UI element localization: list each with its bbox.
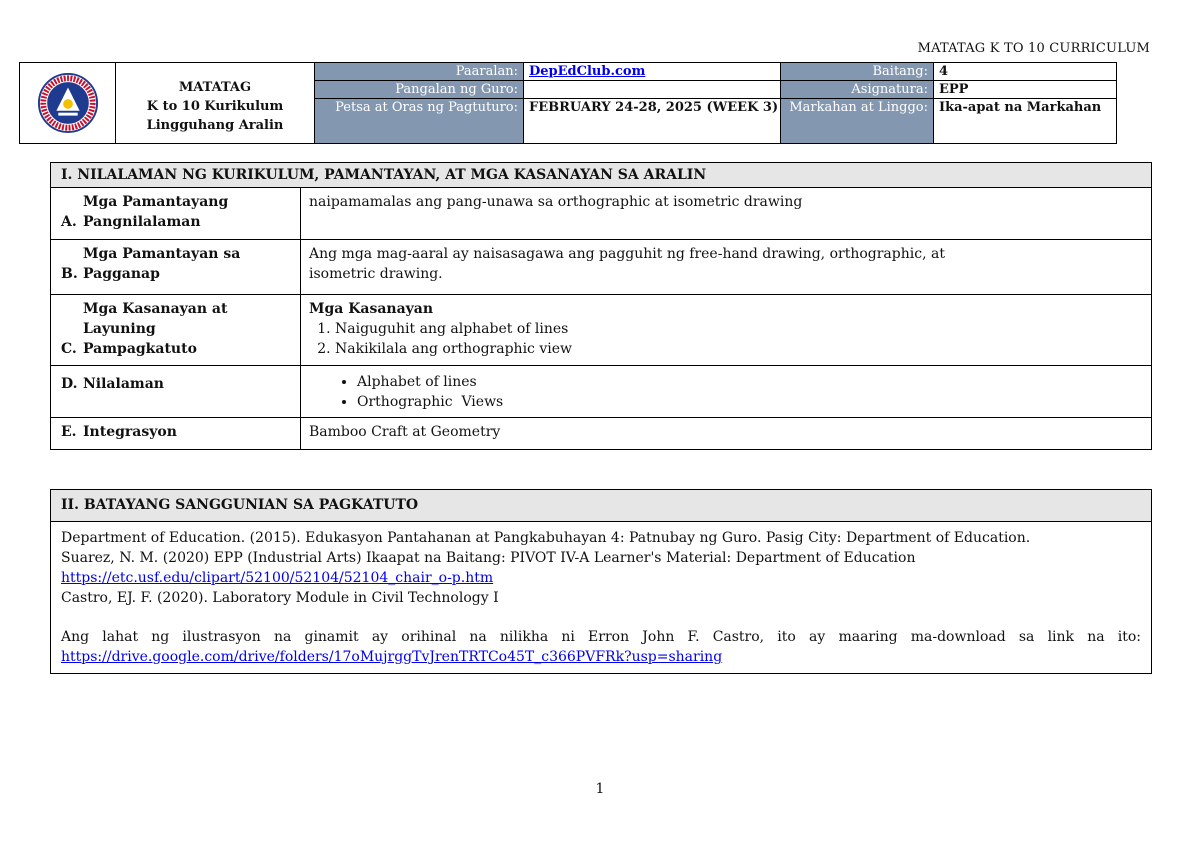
paaralan-link[interactable]: DepEdClub.com: [529, 64, 646, 79]
kasanayan-item: 1. Naiguguhit ang alphabet of lines: [335, 319, 1143, 339]
lesson-header-table: [19, 62, 1117, 144]
nilalaman-list: [309, 372, 1143, 412]
section-1-table: [50, 162, 1152, 450]
row-d-text: Nilalaman: [83, 376, 164, 392]
illustration-note-text: Ang lahat ng ilustrasyon na ginamit ay orihinal na nilikha ni Erron John F. Castro, ito ay maaring ma-download sa link na ito:: [61, 629, 1141, 645]
baitang-label: Baitang:: [781, 63, 934, 81]
title-line-kurikulum: K to 10 Kurikulum: [146, 98, 284, 114]
row-e-letter: E.: [61, 424, 77, 440]
row-a-label: [51, 188, 301, 240]
row-d-label: [51, 366, 301, 418]
row-e-text: Integrasyon: [83, 424, 177, 440]
row-c-content: [301, 295, 1152, 366]
row-a-text: Mga Pamantayang Pangnilalaman: [83, 194, 229, 230]
row-e-label: [51, 418, 301, 450]
kasanayan-title: Mga Kasanayan: [309, 301, 434, 317]
markahan-label: Markahan at Linggo:: [781, 99, 934, 144]
row-d-letter: D.: [61, 376, 78, 392]
baitang-value: 4: [934, 63, 1117, 81]
asignatura-value: EPP: [934, 81, 1117, 99]
deped-seal-cell: [20, 63, 116, 144]
petsa-value: FEBRUARY 24-28, 2025 (WEEK 3): [524, 99, 781, 144]
reference-suarez: Suarez, N. M. (2020) EPP (Industrial Arts) Ikaapat na Baitang: PIVOT IV-A Learner's Material: Department of Education: [61, 550, 916, 566]
section-1-heading: I. NILALAMAN NG KURIKULUM, PAMANTAYAN, AT MGA KASANAYAN SA ARALIN: [51, 163, 1152, 188]
section-2-heading: II. BATAYANG SANGGUNIAN SA PAGKATUTO: [51, 490, 1152, 522]
asignatura-label: Asignatura:: [781, 81, 934, 99]
petsa-label: Petsa at Oras ng Pagtuturo:: [315, 99, 524, 144]
illustration-note: [61, 627, 1141, 667]
kasanayan-list: [309, 319, 1143, 359]
curriculum-tag: MATATAG K TO 10 CURRICULUM: [917, 41, 1150, 56]
reference-usf-link[interactable]: [61, 568, 1141, 588]
usf-clipart-link[interactable]: https://etc.usf.edu/clipart/52100/52104/52104_chair_o-p.htm: [61, 570, 494, 586]
paaralan-label: Paaralan:: [315, 63, 524, 81]
row-d-content: [301, 366, 1152, 418]
row-c-text: Mga Kasanayan at Layuning Pampagkatuto: [83, 301, 228, 357]
row-b-content: Ang mga mag-aaral ay naisasagawa ang pagguhit ng free-hand drawing, orthographic, at isometric drawing.: [301, 240, 1152, 295]
row-a-letter: A.: [61, 214, 77, 230]
markahan-value: Ika-apat na Markahan: [934, 99, 1117, 144]
nilalaman-item: • Orthographic Views: [357, 392, 1143, 412]
nilalaman-item: • Alphabet of lines: [357, 372, 1143, 392]
row-a-content: naipamamalas ang pang-unawa sa orthographic at isometric drawing: [301, 188, 1152, 240]
reference-deped: Department of Education. (2015). Edukasyon Pantahanan at Pangkabuhayan 4: Patnubay ng Guro. Pasig City: Department of Education.: [61, 530, 1031, 546]
kasanayan-item: 2. Nakikilala ang orthographic view: [335, 339, 1143, 359]
spacer: [61, 608, 1141, 627]
row-e-content: Bamboo Craft at Geometry: [301, 418, 1152, 450]
paaralan-value[interactable]: [524, 63, 781, 81]
drive-link[interactable]: https://drive.google.com/drive/folders/17oMujrggTvJrenTRTCo45T_c366PVFRk?usp=sharing: [61, 649, 723, 665]
title-line-aralin: Lingguhang Aralin: [146, 117, 284, 133]
row-b-letter: B.: [61, 266, 78, 282]
title-line-matatag: MATATAG: [178, 79, 252, 95]
guro-label: Pangalan ng Guro:: [315, 81, 524, 99]
page-number: 1: [595, 781, 605, 797]
row-c-letter: C.: [61, 341, 77, 357]
row-b-label: [51, 240, 301, 295]
deped-seal-icon: [37, 72, 99, 134]
row-c-label: [51, 295, 301, 366]
reference-castro: Castro, EJ. F. (2020). Laboratory Module in Civil Technology I: [61, 590, 499, 606]
lesson-title-cell: [116, 63, 315, 144]
references-cell: [51, 522, 1152, 674]
section-2-table: [50, 489, 1152, 674]
guro-value: [524, 81, 781, 99]
row-b-text: Mga Pamantayan sa Pagganap: [83, 246, 241, 282]
